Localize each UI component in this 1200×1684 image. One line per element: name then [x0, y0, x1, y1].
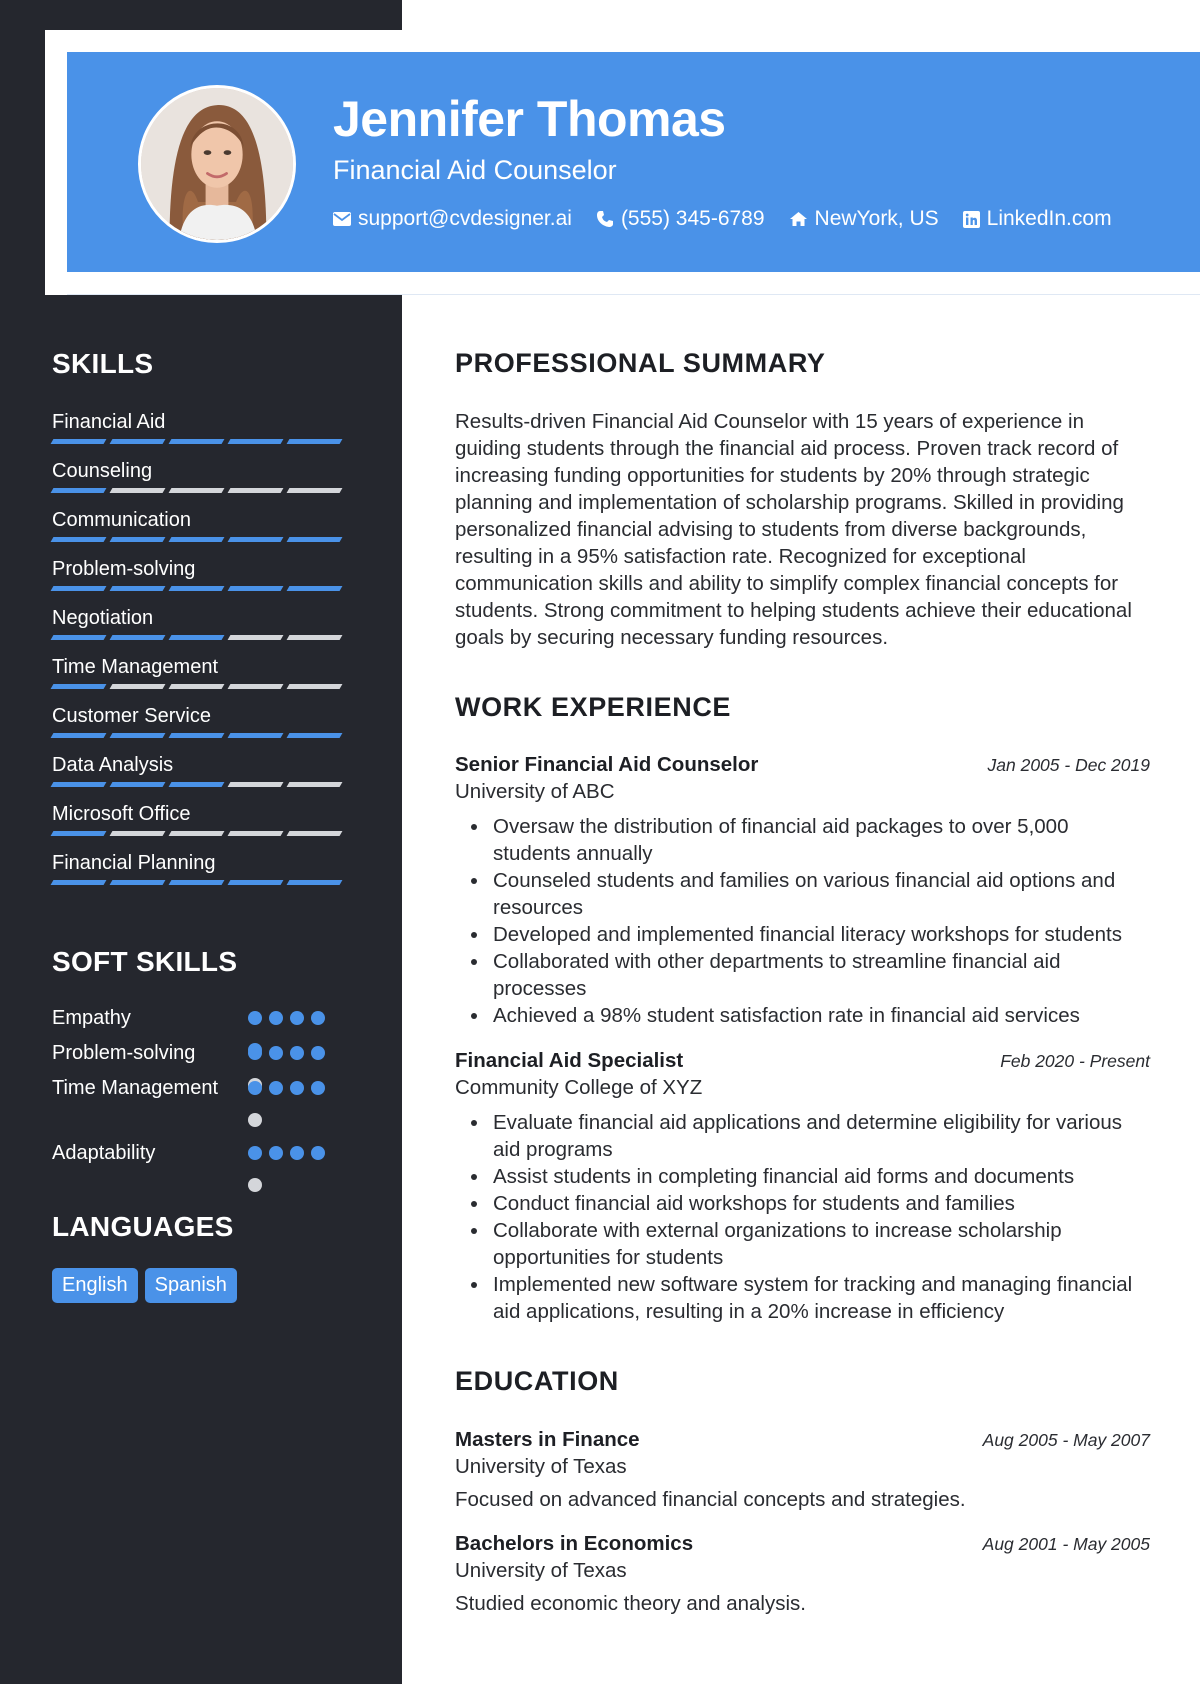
rating-dot — [290, 1081, 304, 1095]
skill-level-segment — [169, 537, 225, 542]
skill-level-bar — [52, 782, 352, 787]
job-bullet: Counseled students and families on various financial aid options and resources — [455, 867, 1150, 921]
degree-title: Masters in Finance — [455, 1428, 640, 1451]
skill-level-segment — [228, 733, 284, 738]
skill-name: Negotiation — [52, 607, 154, 629]
job-title: Senior Financial Aid Counselor — [455, 753, 759, 776]
skill-level-bar — [52, 635, 352, 640]
education-date: Aug 2005 - May 2007 — [982, 1430, 1150, 1450]
contact-linkedin[interactable] — [963, 207, 1112, 231]
skill-level-segment — [287, 733, 343, 738]
skill-level-segment — [169, 782, 225, 787]
education-description: Studied economic theory and analysis. — [455, 1592, 806, 1615]
rating-dot — [248, 1113, 262, 1127]
skill-item — [52, 459, 352, 493]
skill-level-segment — [228, 537, 284, 542]
rating-dot — [311, 1146, 325, 1160]
skill-level-segment — [169, 635, 225, 640]
job-bullet: Achieved a 98% student satisfaction rate in financial aid services — [455, 1002, 1150, 1029]
rating-dot — [248, 1146, 262, 1160]
profile-photo — [138, 85, 296, 243]
education-description: Focused on advanced financial concepts and strategies. — [455, 1488, 966, 1511]
candidate-title: Financial Aid Counselor — [333, 155, 617, 185]
rating-dot — [290, 1011, 304, 1025]
rating-dot — [248, 1011, 262, 1025]
contact-list — [333, 205, 1136, 233]
education-title: EDUCATION — [455, 1366, 619, 1396]
soft-skills-section — [52, 946, 237, 978]
language-tag: Spanish — [145, 1268, 237, 1303]
soft-skill-name: Adaptability — [52, 1142, 156, 1164]
skill-level-segment — [287, 684, 343, 689]
skill-item — [52, 802, 352, 836]
contact-phone-text: (555) 345-6789 — [620, 207, 765, 230]
job-entry — [455, 753, 1150, 1029]
skill-item — [52, 704, 352, 738]
skill-level-segment — [110, 488, 166, 493]
soft-skills-title: SOFT SKILLS — [52, 946, 238, 977]
job-bullets — [455, 1109, 1150, 1325]
rating-dot — [311, 1081, 325, 1095]
skill-level-segment — [51, 488, 107, 493]
skill-level-segment — [110, 880, 166, 885]
skill-name: Data Analysis — [52, 754, 174, 776]
soft-skill-rating — [248, 1146, 334, 1210]
soft-skill-name: Empathy — [52, 1007, 131, 1029]
skill-level-segment — [169, 831, 225, 836]
skill-level-segment — [110, 733, 166, 738]
summary-text: Results-driven Financial Aid Counselor with 15 years of experience in guiding students through the financial aid process. Proven track record of increasing funding opportunities for students by 20% through strategic planning and implementation of scholarship programs. Skilled in providing personalized financial advising to students from diverse backgrounds, resulting in a 95% satisfaction rate. Recognized for exceptional communication skills and ability to simplify complex financial concepts for students. Strong commitment to helping students achieve their educational goals by securing necessary funding resources. — [455, 410, 1132, 649]
skill-level-segment — [287, 782, 343, 787]
rating-dot — [311, 1046, 325, 1060]
skill-name: Financial Planning — [52, 852, 216, 874]
skill-name: Problem-solving — [52, 558, 196, 580]
contact-phone[interactable] — [596, 207, 765, 231]
skill-name: Customer Service — [52, 705, 211, 727]
job-bullet: Oversaw the distribution of financial aid packages to over 5,000 students annually — [455, 813, 1150, 867]
skill-level-bar — [52, 684, 352, 689]
skill-item — [52, 508, 352, 542]
contact-email-text: support@cvdesigner.ai — [358, 207, 572, 230]
skill-level-segment — [110, 635, 166, 640]
job-title: Financial Aid Specialist — [455, 1049, 684, 1072]
skill-level-segment — [169, 684, 225, 689]
skills-title: SKILLS — [52, 348, 154, 379]
school-name: University of Texas — [455, 1559, 627, 1582]
skill-level-bar — [52, 586, 352, 591]
skill-name: Time Management — [52, 656, 218, 678]
education-entry — [455, 1532, 1150, 1616]
skill-level-segment — [51, 586, 107, 591]
skill-level-segment — [51, 537, 107, 542]
skill-item — [52, 655, 352, 689]
skill-level-segment — [228, 684, 284, 689]
candidate-name: Jennifer Thomas — [333, 91, 726, 147]
skill-name: Microsoft Office — [52, 803, 191, 825]
contact-linkedin-text: LinkedIn.com — [986, 207, 1112, 230]
skill-level-segment — [110, 586, 166, 591]
experience-title: WORK EXPERIENCE — [455, 692, 732, 722]
job-date: Jan 2005 - Dec 2019 — [987, 755, 1150, 775]
envelope-icon — [333, 212, 351, 226]
skill-level-segment — [169, 439, 225, 444]
skill-level-segment — [110, 439, 166, 444]
degree-title: Bachelors in Economics — [455, 1532, 694, 1555]
skill-item — [52, 606, 352, 640]
job-bullet: Collaborated with other departments to streamline financial aid processes — [455, 948, 1150, 1002]
languages-section — [52, 1211, 234, 1243]
job-bullet: Conduct financial aid workshops for students and families — [455, 1190, 1150, 1217]
contact-location-text: NewYork, US — [814, 207, 939, 230]
languages-title: LANGUAGES — [52, 1211, 234, 1242]
rating-dot — [248, 1178, 262, 1192]
skill-level-segment — [287, 635, 343, 640]
skill-level-segment — [228, 586, 284, 591]
skill-level-segment — [228, 488, 284, 493]
skill-level-segment — [51, 439, 107, 444]
skill-level-bar — [52, 831, 352, 836]
rating-dot — [311, 1011, 325, 1025]
skill-level-segment — [287, 831, 343, 836]
rating-dot — [269, 1146, 283, 1160]
skill-level-segment — [51, 684, 107, 689]
skill-level-bar — [52, 488, 352, 493]
skill-level-segment — [51, 635, 107, 640]
skill-level-segment — [169, 586, 225, 591]
skill-level-segment — [228, 635, 284, 640]
job-organization: Community College of XYZ — [455, 1076, 703, 1099]
soft-skill-name: Problem-solving — [52, 1042, 196, 1064]
job-organization: University of ABC — [455, 780, 615, 803]
skill-level-segment — [51, 880, 107, 885]
skill-level-segment — [287, 586, 343, 591]
skill-level-segment — [51, 733, 107, 738]
skill-level-segment — [169, 488, 225, 493]
skill-level-segment — [228, 880, 284, 885]
soft-skill-name: Time Management — [52, 1077, 218, 1099]
rating-dot — [269, 1046, 283, 1060]
phone-icon — [596, 210, 614, 228]
job-bullet: Implemented new software system for tracking and managing financial aid applications, resulting in a 20% increase in efficiency — [455, 1271, 1150, 1325]
skill-level-segment — [287, 880, 343, 885]
skill-level-segment — [228, 782, 284, 787]
skill-item — [52, 557, 352, 591]
skill-level-segment — [110, 782, 166, 787]
rating-dot — [269, 1011, 283, 1025]
job-date: Feb 2020 - Present — [1000, 1051, 1150, 1071]
skill-name: Communication — [52, 509, 191, 531]
header-divider — [67, 294, 1200, 295]
job-bullets — [455, 813, 1150, 1029]
job-bullet: Collaborate with external organizations to increase scholarship opportunities for students — [455, 1217, 1150, 1271]
rating-dot — [248, 1081, 262, 1095]
summary-title: PROFESSIONAL SUMMARY — [455, 348, 826, 378]
skill-item — [52, 753, 352, 787]
rating-dot — [290, 1046, 304, 1060]
soft-skill-rating — [248, 1081, 334, 1145]
skill-level-segment — [51, 782, 107, 787]
skill-level-bar — [52, 733, 352, 738]
job-bullet: Evaluate financial aid applications and determine eligibility for various aid programs — [455, 1109, 1150, 1163]
education-date: Aug 2001 - May 2005 — [982, 1534, 1150, 1554]
linkedin-icon — [963, 211, 980, 228]
skill-level-bar — [52, 439, 352, 444]
languages-list — [52, 1268, 244, 1303]
job-bullet: Assist students in completing financial aid forms and documents — [455, 1163, 1150, 1190]
school-name: University of Texas — [455, 1455, 627, 1478]
skill-level-segment — [287, 439, 343, 444]
job-entry — [455, 1049, 1150, 1325]
contact-location — [789, 207, 939, 231]
skill-level-segment — [287, 488, 343, 493]
skill-level-segment — [228, 439, 284, 444]
skill-name: Counseling — [52, 460, 153, 482]
skill-name: Financial Aid — [52, 411, 166, 433]
contact-email[interactable] — [333, 207, 572, 231]
skill-level-segment — [51, 831, 107, 836]
language-tag: English — [52, 1268, 138, 1303]
summary-section — [455, 348, 1150, 379]
skill-level-segment — [169, 733, 225, 738]
skill-level-segment — [169, 880, 225, 885]
skill-level-segment — [110, 537, 166, 542]
skills-section — [52, 348, 153, 380]
skill-level-segment — [110, 684, 166, 689]
rating-dot — [248, 1046, 262, 1060]
skill-item — [52, 410, 352, 444]
experience-section — [455, 692, 1150, 723]
skill-level-bar — [52, 537, 352, 542]
job-bullet: Developed and implemented financial literacy workshops for students — [455, 921, 1150, 948]
skill-level-segment — [110, 831, 166, 836]
home-icon — [789, 211, 808, 227]
skill-level-segment — [228, 831, 284, 836]
rating-dot — [290, 1146, 304, 1160]
skill-level-bar — [52, 880, 352, 885]
education-section — [455, 1366, 1150, 1397]
skill-level-segment — [287, 537, 343, 542]
rating-dot — [269, 1081, 283, 1095]
skill-item — [52, 851, 352, 885]
education-entry — [455, 1428, 1150, 1512]
